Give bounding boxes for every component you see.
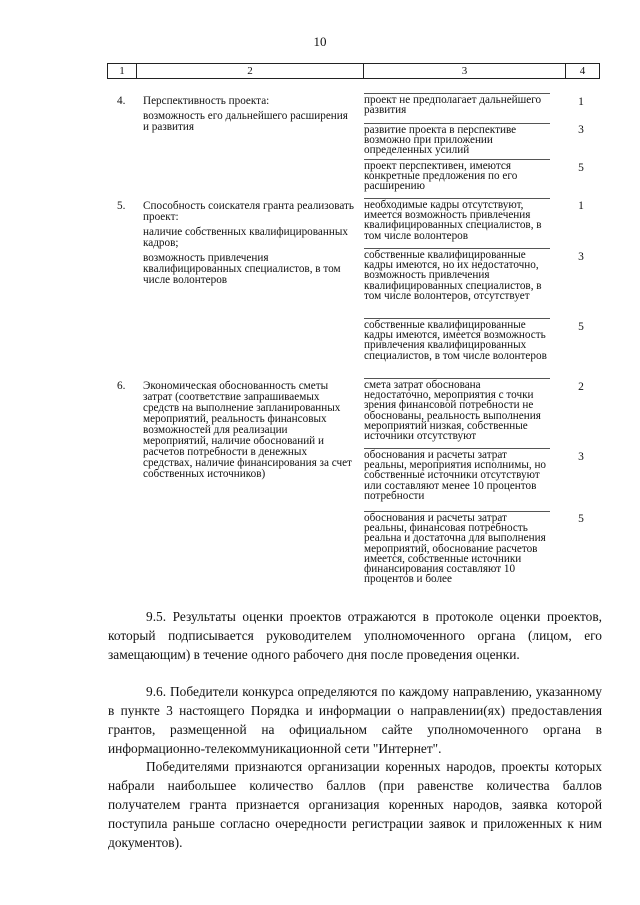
criterion-sub: возможность его дальнейшего расширения и развития: [143, 110, 348, 133]
option-text: обоснования и расчеты затрат реальны, финансовая потребность реальна и достаточна для выполнения мероприятий, обоснование расчетов имеется, собственные источники финансирования составляют 10 процентов и более: [364, 511, 550, 584]
paragraph-winners: Победителями признаются организации коренных народов, проекты которых набрали наибольшее количество баллов (при равенстве количества баллов получателем гранта признается организация коренных народов, заявка которой поступила раньше согласно очередности регистрации заявок и приложенных к ним документов).: [108, 759, 602, 850]
header-cell-2: 2: [137, 64, 364, 78]
header-cell-3: 3: [364, 64, 566, 78]
paragraph-9-6: 9.6. Победители конкурса определяются по каждому направлению, указанному в пункте 3 настоящего Порядка и информации о направлении(ях) предоставления грантов, размещенной на официальном сайте уполномоченного органа в информационно-телекоммуникационной сети "Интернет".: [108, 684, 602, 756]
criterion-description: [143, 201, 355, 290]
header-cell-1: 1: [108, 64, 137, 78]
option-text: проект не предполагает дальнейшего развития: [364, 93, 550, 115]
option-text: смета затрат обоснована недостаточно, мероприятия с точки зрения финансовой потребности не обоснованы, реальность выполнения мероприятий низкая, собственные источники отсутствуют: [364, 378, 550, 441]
paragraph-9-5: 9.5. Результаты оценки проектов отражаются в протоколе оценки проектов, который подписывается руководителем уполномоченного органа (лицом, его замещающим) в течение одного рабочего дня после проведения оценки.: [108, 609, 602, 662]
option-text: необходимые кадры отсутствуют, имеется возможность привлечения квалифицированных специалистов, в том числе волонтеров: [364, 198, 550, 241]
option-score: 3: [578, 451, 584, 463]
option-score: 5: [578, 321, 584, 333]
criterion-description: [143, 381, 355, 484]
option-score: 2: [578, 381, 584, 393]
option-text: собственные квалифицированные кадры имеются, имеется возможность привлечения квалифицированных специалистов, в том числе волонтеров: [364, 318, 550, 361]
option-score: 3: [578, 251, 584, 263]
criterion-title: Экономическая обоснованность сметы затрат (соответствие запрашиваемых средств на выполнение запланированных мероприятий, реальность финансовых возможностей для реализации мероприятий, наличие обоснований и расчетов потребности в денежных средствах, наличие финансирования за счет собственных источников): [143, 380, 352, 480]
criterion-description: [143, 96, 355, 137]
option-score: 5: [578, 513, 584, 525]
table-header-row: [107, 63, 600, 79]
criterion-title: Способность соискателя гранта реализовать проект:: [143, 200, 355, 223]
option-score: 5: [578, 162, 584, 174]
header-cell-4: 4: [579, 65, 586, 77]
criterion-number: 6.: [117, 380, 126, 392]
option-text: обоснования и расчеты затрат реальны, мероприятия исполнимы, но собственные источники отсутствуют или составляют менее 10 процентов потребности: [364, 448, 550, 501]
option-text: развитие проекта в перспективе возможно при приложении определенных усилий: [364, 123, 550, 156]
option-score: 1: [578, 200, 584, 212]
criterion-sub: наличие собственных квалифицированных кадров;: [143, 226, 348, 249]
page-number: 10: [313, 34, 327, 49]
criterion-title: Перспективность проекта:: [143, 95, 270, 107]
option-text: проект перспективен, имеются конкретные предложения по его расширению: [364, 159, 550, 192]
criterion-number: 5.: [117, 200, 126, 212]
option-score: 3: [578, 124, 584, 136]
criterion-sub: возможность привлечения квалифицированных специалистов, в том числе волонтеров: [143, 252, 341, 286]
criterion-number: 4.: [117, 95, 126, 107]
option-score: 1: [578, 96, 584, 108]
option-text: собственные квалифицированные кадры имеются, но их недостаточно, возможность привлечения квалифицированных специалистов, в том числе волонтеров, отсутствует: [364, 248, 550, 301]
